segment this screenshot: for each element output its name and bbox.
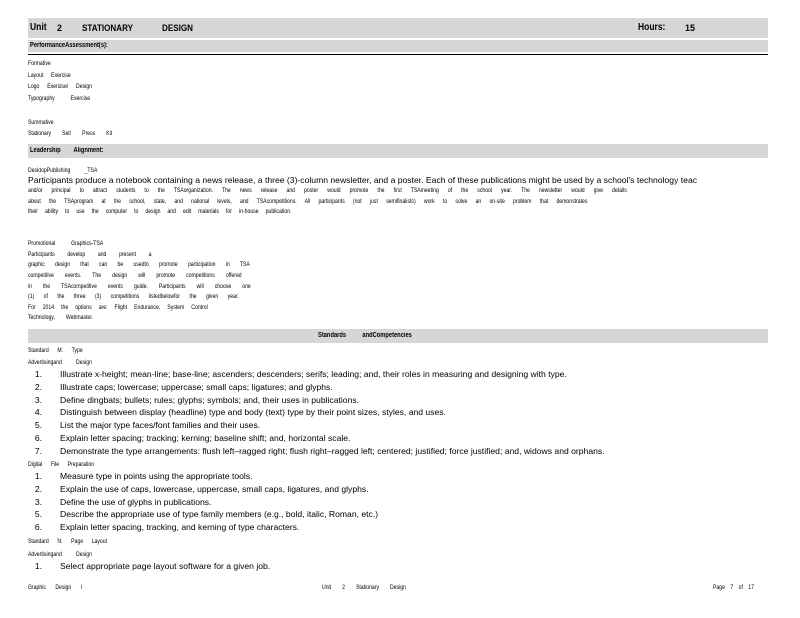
formative-line: Typography Exercise — [28, 95, 91, 102]
desktop-publishing-title: DesktopPublishing _TSA — [28, 167, 98, 174]
footer-page-number: Page 7 of 17 — [713, 584, 754, 591]
promotional-line: graphic design that can be usedto promote participation in TSA — [28, 261, 250, 268]
desktop-publishing-line: and/or principal to attract students to the TSAorganization. The news release and poster would promote the first TSAmeeting of the school year. The newsletter would give details — [28, 187, 627, 194]
standard-m-subtitle: Advertisingand Design — [28, 359, 92, 366]
unit-label: Unit — [30, 22, 47, 33]
hours-value: 15 — [685, 23, 696, 33]
standards-header: Standards andCompetencies — [318, 332, 412, 339]
unit-number: 2 — [57, 23, 63, 33]
unit-title-design: DESIGN — [162, 23, 193, 34]
unit-header-bar — [28, 18, 768, 38]
promotional-line: Technology, Webmaster. — [28, 314, 94, 321]
performance-header: PerformanceAssessment(s): — [30, 42, 108, 49]
promotional-line: (1) of the three (3) competitions listedbelowfor the given year. — [28, 293, 239, 300]
promotional-title: Promotional Graphics-TSA — [28, 240, 104, 247]
leadership-header-bar — [28, 144, 768, 158]
summative-title: Summative — [28, 119, 54, 126]
standard-m-title: Standard M: Type — [28, 347, 83, 354]
summative-line: Stationary Set/ Press Kit — [28, 130, 113, 137]
divider — [28, 54, 768, 55]
standard-n-title: Standard N: Page Layout — [28, 538, 108, 545]
promotional-line: For 2014 the options are: Flight Endurance, System Control — [28, 304, 208, 311]
footer-center: Unit 2 Stationary Design — [322, 584, 406, 591]
promotional-line: Participants develop and present a — [28, 251, 152, 258]
leadership-header: Leadership Alignment: — [30, 147, 104, 154]
promotional-line: in the TSAcompetitive events guide. Participants will choose one — [28, 283, 251, 290]
standards-header-bar — [28, 329, 768, 343]
formative-line: Layout Exercise — [28, 72, 71, 79]
performance-header-bar — [28, 40, 768, 52]
desktop-publishing-lead: Participants produce a notebook containing a news release, a three (3)-column newsletter, and a poster. Each of these publications might be used by a school's technology teac — [28, 175, 698, 185]
digital-file-title: Digital File Preparation — [28, 461, 95, 468]
formative-title: Formative — [28, 60, 51, 67]
unit-title-stationary: STATIONARY — [82, 23, 133, 34]
desktop-publishing-line: their ability to use the computer to design and edit materials for in-house publication. — [28, 208, 292, 215]
formative-line: Logo Exercise/ Design — [28, 83, 92, 90]
footer-left: Graphic Design I — [28, 584, 83, 591]
desktop-publishing-line: about the TSAprogram at the school, state, and national levels, and TSAcompetitions. All participants (not just semifinalists) work to solve an on-site problem that demonstrates — [28, 198, 588, 205]
standard-n-subtitle: Advertisingand Design — [28, 551, 92, 558]
hours-label: Hours: — [638, 22, 666, 33]
promotional-line: competitive events. The design will promote competitions offered — [28, 272, 242, 279]
